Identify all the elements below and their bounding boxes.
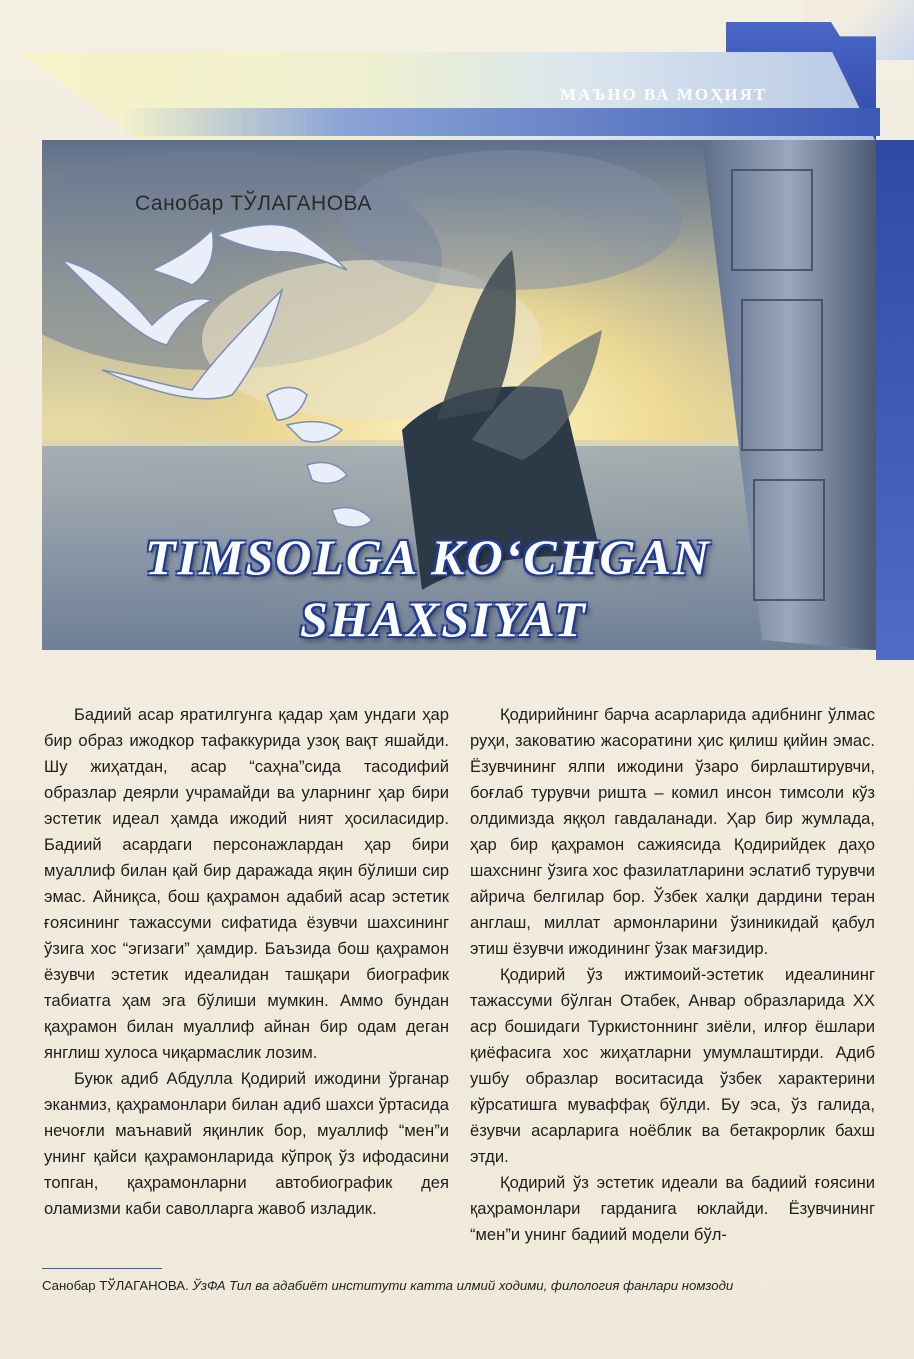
footnote-author: Санобар ТЎЛАГАНОВА. <box>42 1278 189 1293</box>
article-title-line-2: SHAXSIYAT <box>300 591 587 647</box>
section-title: МАЪНО ВА МОҲИЯТ <box>560 85 768 104</box>
footnote-rule <box>42 1268 162 1269</box>
header-stripe <box>120 108 880 136</box>
paragraph: Бадиий асар яратилгунга қадар ҳам ундаги ҳар бир образ ижодкор тафаккурида узоқ вақт яшайди. Шу жиҳатдан, асар “саҳна”сида тасодифий образлар деярли учрамайди ва уларнинг ҳар бири эстетик идеал ҳамда ижодий ният ҳосиласидир. Бадиий асардаги персонажлардан ҳар бири муаллиф билан қай бир даражада яқин бўлиши сир эмас. Айниқса, бош қаҳрамон адабий асар эстетик ғоясининг тажассуми сифатида ёзувчи шахсининг ўзига хос “эгизаги” ҳамдир. Баъзида бош қаҳрамон ёзувчи эстетик идеалидан ташқари биографик табиатга ҳам эга бўлиши мумкин. Аммо бундан қаҳрамон билан муаллиф айнан бир одам деган янглиш хулоса чиқармаслик лозим. <box>44 705 449 1062</box>
page-edge-stripe <box>876 140 914 660</box>
article-title-line-1: TIMSOLGA KO‘CHGAN <box>145 529 712 585</box>
article-column-left <box>44 702 449 1222</box>
footnote <box>42 1278 882 1293</box>
paragraph: Қодирий ўз ижтимоий-эстетик идеалининг тажассуми бўлган Отабек, Анвар образларида XX аср бошидаги Туркистоннинг зиёли, илғор ёшлари қиёфасига хос жиҳатларни умумлаштирди. Адиб ушбу образлар воситасида ўзбек характерини кўрсатишга муваффақ бўлди. Бу эса, ўз галида, ёзувчи асарларига ноёблик ва бетакрорлик бахш этди. <box>470 965 875 1166</box>
author-name: Санобар ТЎЛАГАНОВА <box>135 192 372 215</box>
article-column-right <box>470 702 875 1248</box>
paragraph: Қодирийнинг барча асарларида адибнинг ўлмас руҳи, заковатию жасоратини ҳис қилиш қийин эмас. Ёзувчининг ялпи ижодини ўзаро бирлаштирувчи, боғлаб турувчи ришта – комил инсон тимсоли кўз олдимизда яққол гавдаланади. Ҳар бир жумлада, ҳар бир қаҳрамон сажиясида Қодирийдек даҳо шахснинг ўзига хос фазилатларини эслатиб турувчи айрича белгилар бор. Ўзбек халқи дардини теран англаш, миллат армонларини ўзиникидай қабул этиш ёзувчи ижодининг ўзак мағзидир. <box>470 705 875 958</box>
paragraph: Қодирий ўз эстетик идеали ва бадиий ғоясини қаҳрамонлари гарданига юклайди. Ёзувчининг “мен”и унинг бадиий модели бўл- <box>470 1173 875 1244</box>
footnote-text: ЎзФА Тил ва адабиёт институти катта илмий ходими, филология фанлари номзоди <box>192 1278 734 1293</box>
paragraph: Буюк адиб Абдулла Қодирий ижодини ўрганар эканмиз, қаҳрамонлари билан адиб шахси ўртасида нечоғли маънавий яқинлик бор, муаллиф “мен”и унинг қайси қаҳрамонларида кўпроқ ўз ифодасини топган, қаҳрамонларни автобиографик дея оламизми каби саволларга жавоб изладик. <box>44 1069 449 1218</box>
